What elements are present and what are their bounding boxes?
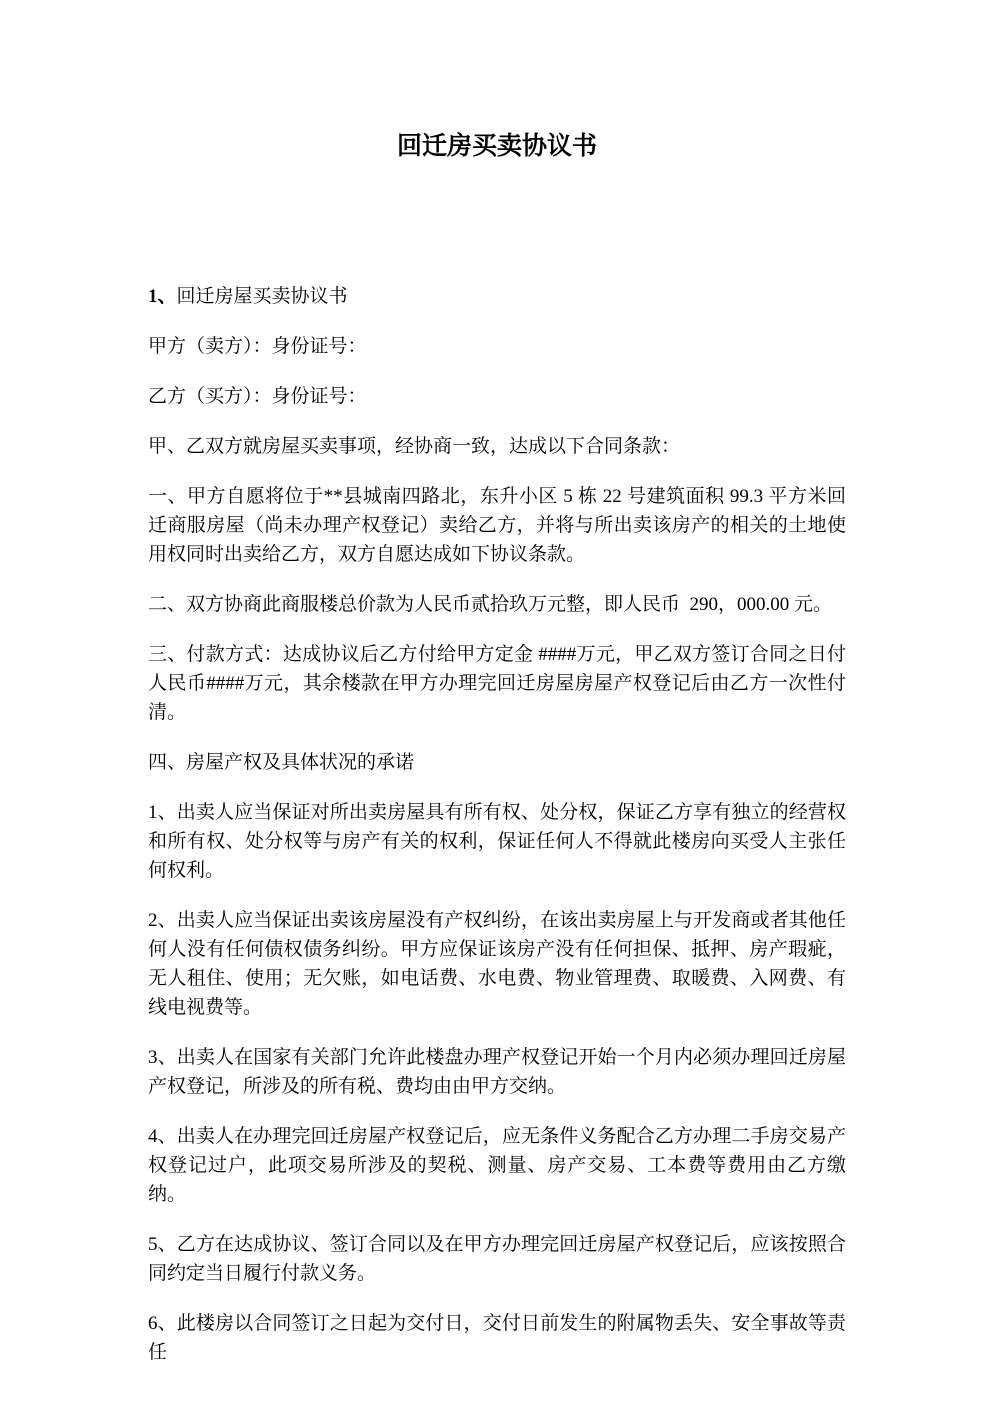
preamble: 甲、乙双方就房屋买卖事项，经协商一致，达成以下合同条款： <box>148 436 681 457</box>
clause-2: 二、双方协商此商服楼总价款为人民币贰拾玖万元整，即人民币 290，000.00 元。 <box>148 594 833 615</box>
clause-4-item-3: 3、出卖人在国家有关部门允许此楼盘办理产权登记开始一个月内必须办理回迁房屋产权登记，所涉及的所有税、费均由由甲方交纳。 <box>148 1047 846 1097</box>
clause-4-item-1: 1、出卖人应当保证对所出卖房屋具有所有权、处分权，保证乙方享有独立的经营权和所有权、处分权等与房产有关的权利，保证任何人不得就此楼房向买受人主张任何权利。 <box>148 802 846 881</box>
clause-4-item-6: 6、此楼房以合同签订之日起为交付日，交付日前发生的附属物丢失、安全事故等责任 <box>148 1313 846 1363</box>
subtitle-line <box>148 282 846 311</box>
clause-1: 一、甲方自愿将位于**县城南四路北，东升小区 5 栋 22 号建筑面积 99.3 平方米回迁商服房屋（尚未办理产权登记）卖给乙方，并将与所出卖该房产的相关的土地使用权同时出卖给乙方，双方自愿达成如下协议条款。 <box>148 486 846 565</box>
party-a-line: 甲方（卖方）：身份证号： <box>148 336 367 357</box>
document-title: 回迁房买卖协议书 <box>396 133 597 160</box>
subtitle-number: 1、 <box>148 286 177 307</box>
clause-4-item-5: 5、乙方在达成协议、签订合同以及在甲方办理完回迁房屋产权登记后，应该按照合同约定当日履行付款义务。 <box>148 1234 846 1284</box>
clause-4-item-2: 2、出卖人应当保证出卖该房屋没有产权纠纷，在该出卖房屋上与开发商或者其他任何人没有任何债权债务纠纷。甲方应保证该房产没有任何担保、抵押、房产瑕疵，无人租住、使用；无欠账，如电话费、水电费、物业管理费、取暖费、入网费、有线电视费等。 <box>148 910 846 1018</box>
party-b-line: 乙方（买方）：身份证号： <box>148 386 367 407</box>
clause-3: 三、付款方式：达成协议后乙方付给甲方定金 ####万元，甲乙双方签订合同之日付人民币####万元，其余楼款在甲方办理完回迁房屋房屋产权登记后由乙方一次性付清。 <box>148 644 846 723</box>
clause-4-item-4: 4、出卖人在办理完回迁房屋产权登记后，应无条件义务配合乙方办理二手房交易产权登记过户，此项交易所涉及的契税、测量、房产交易、工本费等费用由乙方缴纳。 <box>148 1126 846 1205</box>
clause-4-heading: 四、房屋产权及具体状况的承诺 <box>148 752 415 773</box>
subtitle-text: 回迁房屋买卖协议书 <box>176 286 348 307</box>
